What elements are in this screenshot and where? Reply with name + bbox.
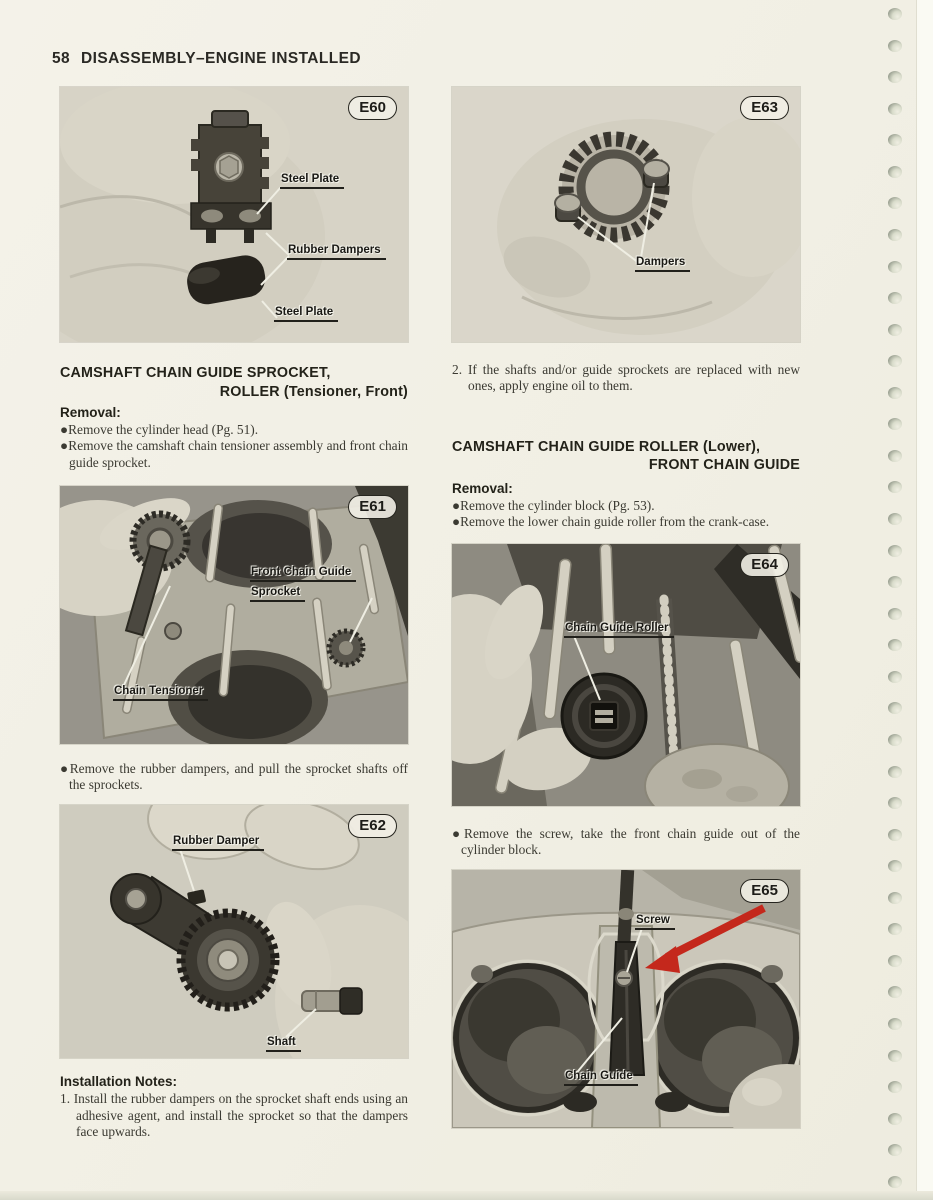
binding-hole: [888, 923, 902, 935]
binding-hole: [888, 324, 902, 336]
right-column: [452, 0, 800, 1128]
figure-e60-illustration: [60, 87, 408, 342]
removal-bullet-2: ●Remove the lower chain guide roller from the crank-case.: [452, 513, 770, 529]
label-dampers: Dampers: [635, 256, 690, 272]
binding-hole: [888, 766, 902, 778]
label-chain-guide: Chain Guide: [564, 1070, 638, 1086]
binding-hole: [888, 1113, 902, 1125]
label-chain-guide-roller: Chain Guide Roller: [564, 622, 674, 638]
bullet-after-e61: ●Remove the rubber dampers, and pull the sprocket shafts off the sprockets.: [60, 760, 408, 793]
binding-hole: [888, 955, 902, 967]
binding-hole: [888, 639, 902, 651]
heading-line1: CAMSHAFT CHAIN GUIDE SPROCKET,: [60, 365, 331, 381]
binding-hole: [888, 513, 902, 525]
removal-bullet-2: ●Remove the camshaft chain tensioner assembly and front chain guide sprocket.: [60, 438, 408, 470]
binding-hole: [888, 450, 902, 462]
label-shaft: Shaft: [266, 1036, 301, 1052]
binding-hole: [888, 355, 902, 367]
binding-hole: [888, 1176, 902, 1188]
label-front-chain-guide: Front Chain Guide: [250, 566, 356, 582]
binding-hole: [888, 1050, 902, 1062]
shaft-illustration: [302, 988, 362, 1014]
screw-illustration: [616, 970, 632, 986]
figure-e60-photo: [60, 87, 408, 342]
page-number: 58: [52, 50, 71, 67]
tensioner-bracket-illustration: [191, 111, 271, 243]
removal-bullet-1: ●Remove the cylinder head (Pg. 51).: [60, 422, 259, 437]
removal-bullet-1: ●Remove the cylinder block (Pg. 53).: [452, 497, 655, 513]
figure-e64-illustration: [452, 544, 800, 806]
heading-line1: CAMSHAFT CHAIN GUIDE ROLLER (Lower),: [452, 438, 761, 455]
binding-hole: [888, 166, 902, 178]
figure-e62-photo: [60, 805, 408, 1058]
page-edge-bottom: [0, 1191, 933, 1200]
binding-hole: [888, 418, 902, 430]
figure-e65-photo: [452, 870, 800, 1128]
binding-hole: [888, 829, 902, 841]
figure-e63-illustration: [452, 87, 800, 342]
binding-hole: [888, 229, 902, 241]
removal-label-right: Removal:: [452, 480, 513, 496]
figure-e65-badge: E65: [740, 879, 789, 903]
binding-hole: [888, 134, 902, 146]
installation-note-1: 1. Install the rubber dampers on the sprocket shaft ends using an adhesive agent, and install the sprocket so that the dampers face upwards.: [60, 1091, 408, 1140]
binding-hole: [888, 1144, 902, 1156]
binding-hole: [888, 734, 902, 746]
figure-e60-badge: E60: [348, 96, 397, 120]
label-steel-plate-bottom: Steel Plate: [274, 306, 338, 322]
label-chain-tensioner: Chain Tensioner: [113, 685, 208, 701]
figure-e65-illustration: [452, 870, 800, 1128]
numbered-item-2: 2. If the shafts and/or guide sprockets are replaced with new ones, apply engine oil to them.: [452, 362, 800, 394]
label-rubber-damper: Rubber Damper: [172, 835, 264, 851]
binding-hole: [888, 261, 902, 273]
removal-label-left: Removal:: [60, 405, 121, 420]
heading-line2: FRONT CHAIN GUIDE: [648, 457, 800, 474]
figure-e61-badge: E61: [348, 495, 397, 519]
binding-hole: [888, 8, 902, 20]
binding-hole: [888, 608, 902, 620]
figure-e61-photo: [60, 486, 408, 744]
heading-line2: ROLLER (Tensioner, Front): [219, 383, 408, 400]
label-steel-plate-top: Steel Plate: [280, 173, 344, 189]
binding-hole: [888, 576, 902, 588]
binding-hole: [888, 387, 902, 399]
binding-holes: [888, 8, 903, 1188]
binding-hole: [888, 797, 902, 809]
label-screw: Screw: [635, 914, 675, 930]
binding-hole: [888, 481, 902, 493]
binding-hole: [888, 197, 902, 209]
binding-hole: [888, 545, 902, 557]
figure-e64-badge: E64: [740, 553, 789, 577]
figure-e62-badge: E62: [348, 814, 397, 838]
guide-roller-illustration: [562, 674, 646, 758]
left-column: [60, 0, 408, 1140]
figure-e63-badge: E63: [740, 96, 789, 120]
binding-hole: [888, 986, 902, 998]
label-sprocket: Sprocket: [250, 586, 305, 602]
page-title: DISASSEMBLY–ENGINE INSTALLED: [81, 50, 361, 67]
figure-e61-illustration: [60, 486, 408, 744]
binding-hole: [888, 71, 902, 83]
binding-hole: [888, 1081, 902, 1093]
binding-hole: [888, 292, 902, 304]
section-heading-sprocket: [60, 364, 408, 401]
binding-hole: [888, 671, 902, 683]
binding-hole: [888, 892, 902, 904]
figure-e63-photo: [452, 87, 800, 342]
binding-hole: [888, 702, 902, 714]
binding-hole: [888, 860, 902, 872]
binding-hole: [888, 40, 902, 52]
sprocket-illustration: [181, 913, 275, 1007]
label-rubber-dampers: Rubber Dampers: [287, 244, 386, 260]
bullet-after-e64: ●Remove the screw, take the front chain guide out of the cylinder block.: [452, 826, 800, 858]
installation-notes-heading: Installation Notes:: [60, 1074, 178, 1090]
section-heading-roller: [452, 438, 800, 475]
binding-hole: [888, 1018, 902, 1030]
binding-hole: [888, 103, 902, 115]
page-edge-right: [916, 0, 933, 1200]
figure-e64-photo: [452, 544, 800, 806]
